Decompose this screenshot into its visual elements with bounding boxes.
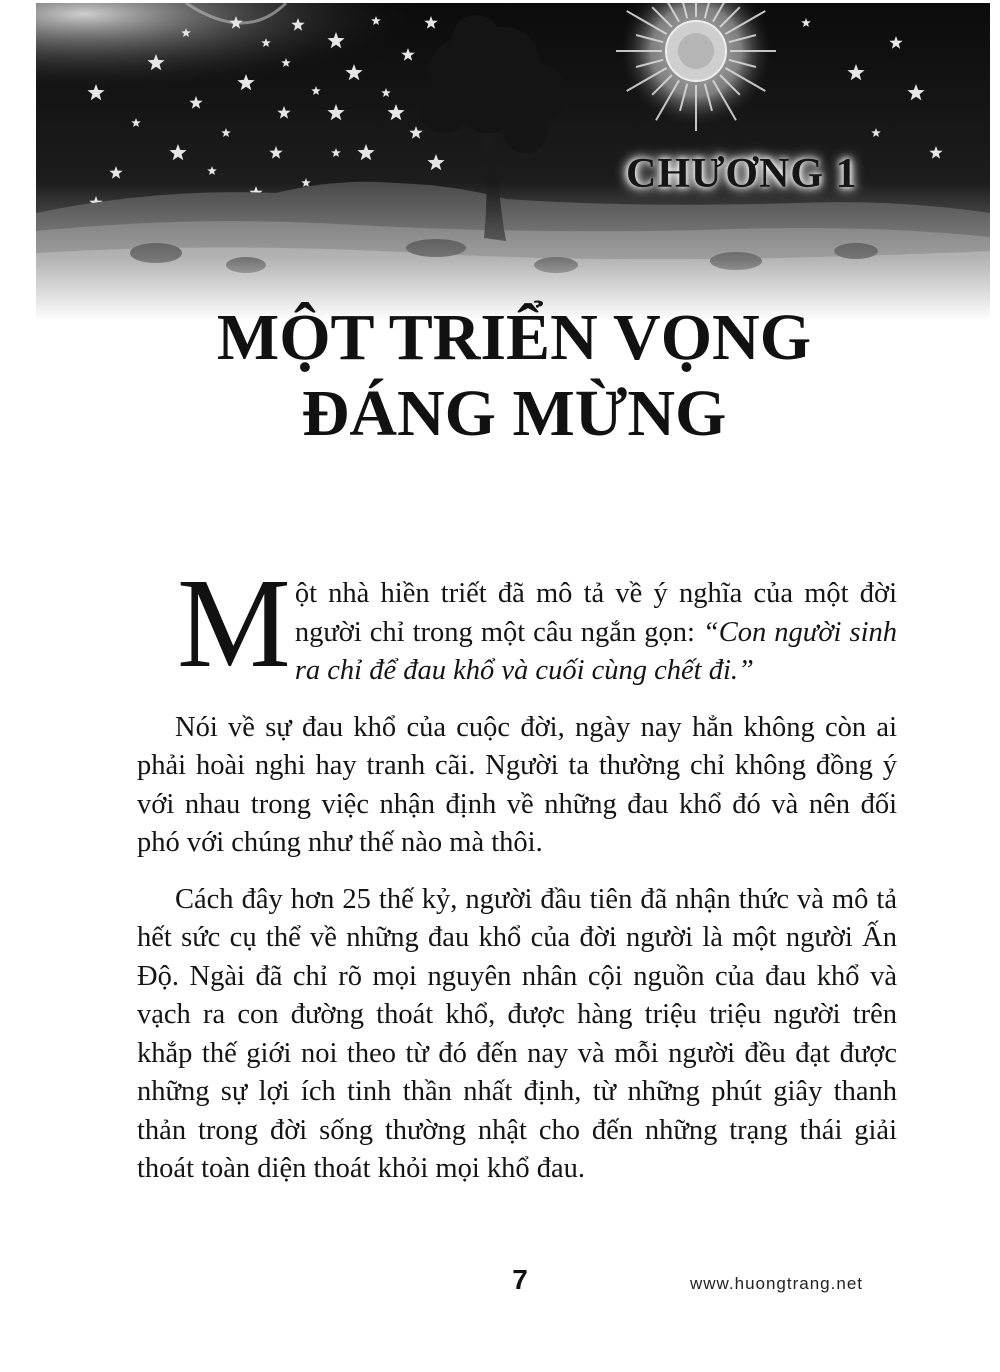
chapter-label: CHƯƠNG 1 (626, 151, 858, 197)
chapter-title-line-1: MỘT TRIỂN VỌNG (216, 301, 812, 374)
paragraph-2: Nói về sự đau khổ của cuộc đời, ngày nay hẳn không còn ai phải hoài nghi hay tranh cãi. Người ta thường chỉ không đồng ý với nhau trong việc nhận định về những đau khổ đó và nên đối phó với chúng như thế nào mà thôi. (137, 711, 897, 858)
body-text (137, 500, 897, 1189)
chapter-title-line-2: ĐÁNG MỪNG (301, 377, 727, 450)
chapter-title (0, 300, 1000, 452)
page-number: 7 (512, 1264, 528, 1295)
paragraph-1-quote: “Con người sinh ra chỉ để đau khổ và cuối cùng chết đi.” (294, 616, 897, 686)
website-url: www.huongtrang.net (690, 1274, 863, 1293)
paragraph-1 (137, 500, 897, 694)
drop-cap: M (177, 552, 291, 694)
paragraph-3: Cách đây hơn 25 thế kỷ, người đầu tiên đã nhận thức và mô tả hết sức cụ thể về những đau khổ của đời người là một người Ấn Độ. Ngài đã chỉ rõ mọi nguyên nhân cội nguồn của đau khổ và vạch ra con đường thoát khổ, được hàng triệu triệu người trên khắp thế giới noi theo từ đó đến nay và mỗi người đều đạt được những sự lợi ích tinh thần nhất định, từ những phút giây thanh thản trong đời sống thường nhật cho đến những trạng thái giải thoát toàn diện thoát khỏi mọi khổ đau. (137, 883, 897, 1184)
paragraph-1-text: ột nhà hiền triết đã mô tả về ý nghĩa của một đời người chỉ trong một câu ngắn gọn: (294, 578, 897, 648)
